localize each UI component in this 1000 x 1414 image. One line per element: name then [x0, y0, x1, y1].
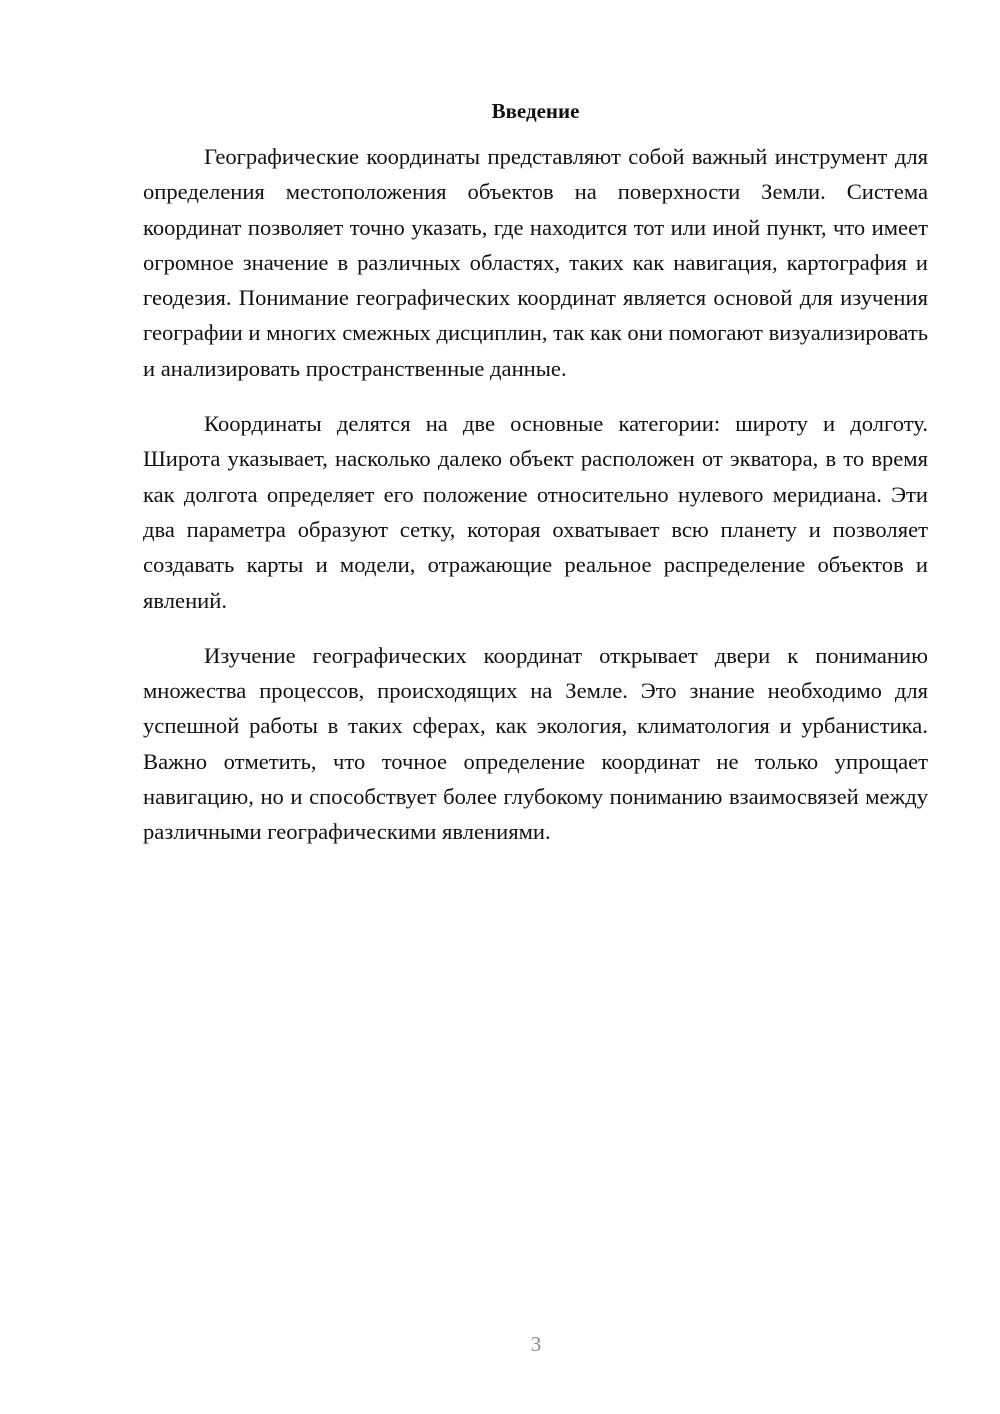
paragraph-3: Изучение географических координат открывает двери к пониманию множества процессов, происходящих на Земле. Это знание необходимо для успешной работы в таких сферах, как экология, климатология и урбанистика. Важно отметить, что точное определение координат не только упрощает навигацию, но и способствует более глубокому пониманию взаимосвязей между различными географическими явлениями.	[143, 642, 928, 845]
page-content	[143, 96, 928, 870]
section-title: Введение	[491, 99, 580, 123]
paragraph-1: Географические координаты представляют собой важный инструмент для определения местоположения объектов на поверхности Земли. Система координат позволяет точно указать, где находится тот или иной пункт, что имеет огромное значение в различных областях, таких как навигация, картография и геодезия. Понимание географических координат является основой для изучения географии и многих смежных дисциплин, так как они помогают визуализировать и анализировать пространственные данные.	[143, 144, 928, 381]
page-number: 3	[530, 1332, 542, 1356]
paragraph-2: Координаты делятся на две основные категории: широту и долготу. Широта указывает, насколько далеко объект расположен от экватора, в то время как долгота определяет его положение относительно нулевого меридиана. Эти два параметра образуют сетку, которая охватывает всю планету и позволяет создавать карты и модели, отражающие реальное распределение объектов и явлений.	[143, 411, 928, 613]
